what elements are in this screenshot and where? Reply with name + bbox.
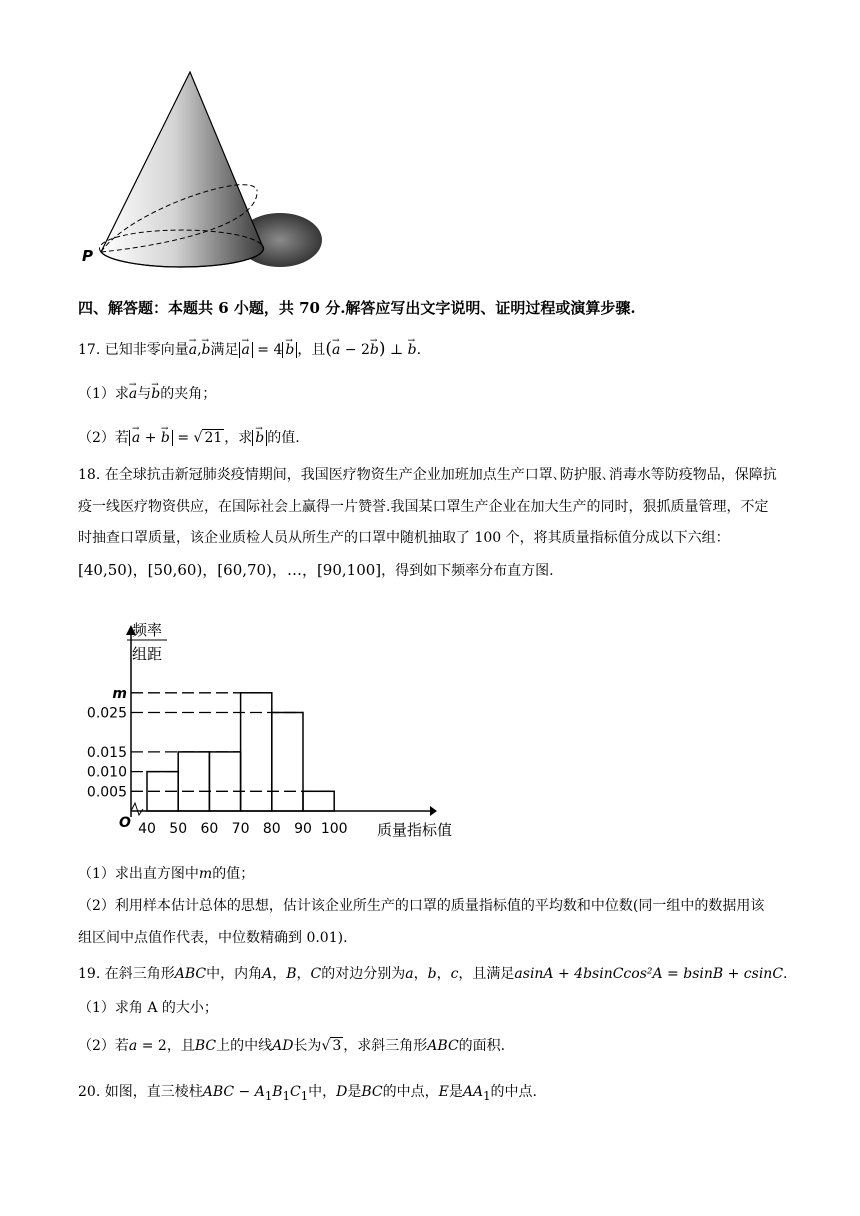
q19-stem: 19. 在斜三角形ABC中，内角A，B，C的对边分别为a，b，c，且满足asinA + 4bsinCcos²A = bsinB + csinC.	[78, 966, 788, 982]
section-heading: 四、解答题：本题共 6 小题，共 70 分.解答应写出文字说明、证明过程或演算步骤.	[78, 299, 636, 317]
cone-body	[101, 72, 263, 267]
x-tick-label: 80	[262, 821, 281, 837]
q17-stem: 17. 已知非零向量→ a,→ b满足→ a = 4→ b ，且(→ a − 2→ b) ⊥ → b.	[78, 339, 421, 360]
y-label-bottom: 组距	[131, 645, 163, 663]
x-tick-label: 50	[169, 821, 188, 837]
histogram-bar	[272, 713, 303, 812]
y-label-top: 频率	[131, 621, 163, 639]
y-tick-label: 0.010	[86, 764, 127, 781]
y-tick-label: 0.025	[86, 705, 127, 722]
q18-number: 18.	[78, 467, 101, 483]
x-tick-label: 40	[138, 821, 156, 837]
y-tick-label: 0.015	[86, 744, 127, 761]
x-axis-arrow	[430, 806, 437, 816]
q19-equation: asinA + 4bsinCcos²A = bsinB + csinC	[514, 966, 784, 982]
q18-part2: （2）利用样本估计总体的思想，估计该企业所生产的口罩的质量指标值的平均数和中位数(同一组中的数据用该组区间中点值作代表，中位数精确到 0.01).	[78, 898, 765, 946]
histogram-bar	[303, 791, 334, 811]
q19-part2: （2）若a = 2，且BC上的中线AD长为√ 3 ，求斜三角形ABC的面积.	[78, 1038, 506, 1054]
x-tick-label: 100	[320, 821, 348, 837]
origin-label: O	[119, 815, 131, 831]
cone-point-label: P	[82, 247, 93, 265]
q19-part1: （1）求角 A 的大小；	[78, 1000, 218, 1016]
x-tick-label: 70	[231, 821, 250, 837]
q18-intervals: [40,50)，[50,60)，[60,70)，…，[90,100]	[78, 560, 382, 579]
axis-break	[131, 803, 143, 815]
y-tick-label: m	[112, 685, 127, 702]
x-axis-label: 质量指标值	[377, 821, 453, 839]
x-tick-label: 90	[294, 821, 312, 837]
q18-part1: （1）求出直方图中m的值；	[78, 866, 255, 882]
q17-part1: （1）求→ a与→ b的夹角；	[78, 384, 216, 404]
cone-figure	[70, 60, 340, 270]
q20-stem: 20. 如图，直三棱柱ABC − $A_1B_1C_1$中，D是BC的中点，E是$AA_1$的中点.	[78, 1084, 537, 1103]
histogram-bar	[209, 752, 240, 811]
histogram-bar	[178, 752, 209, 811]
histogram-bar	[241, 693, 272, 811]
x-tick-label: 60	[200, 821, 219, 837]
histogram-chart	[85, 615, 485, 845]
q17-number: 17.	[78, 342, 101, 358]
y-tick-label: 0.005	[86, 784, 127, 801]
q18-stem: 18. 在全球抗击新冠肺炎疫情期间，我国医疗物资生产企业加班加点生产口罩､防护服､消毒水等防疫物品，保障抗疫一线医疗物资供应，在国际社会上赢得一片赞誉.我国某口罩生产企业在加大生产的同时，狠抓质量管理，不定时抽查口罩质量，该企业质检人员从所生产的口罩中随机抽取了 100 个，将其质量指标值分成以下六组：[40,50)，[50,60)，[60,70)，…，[90,100]，得到如下频率分布直方图.	[78, 467, 777, 579]
q17-part2: （2）若→ a + → b = √ 21 ，求→ b 的值.	[78, 428, 300, 448]
